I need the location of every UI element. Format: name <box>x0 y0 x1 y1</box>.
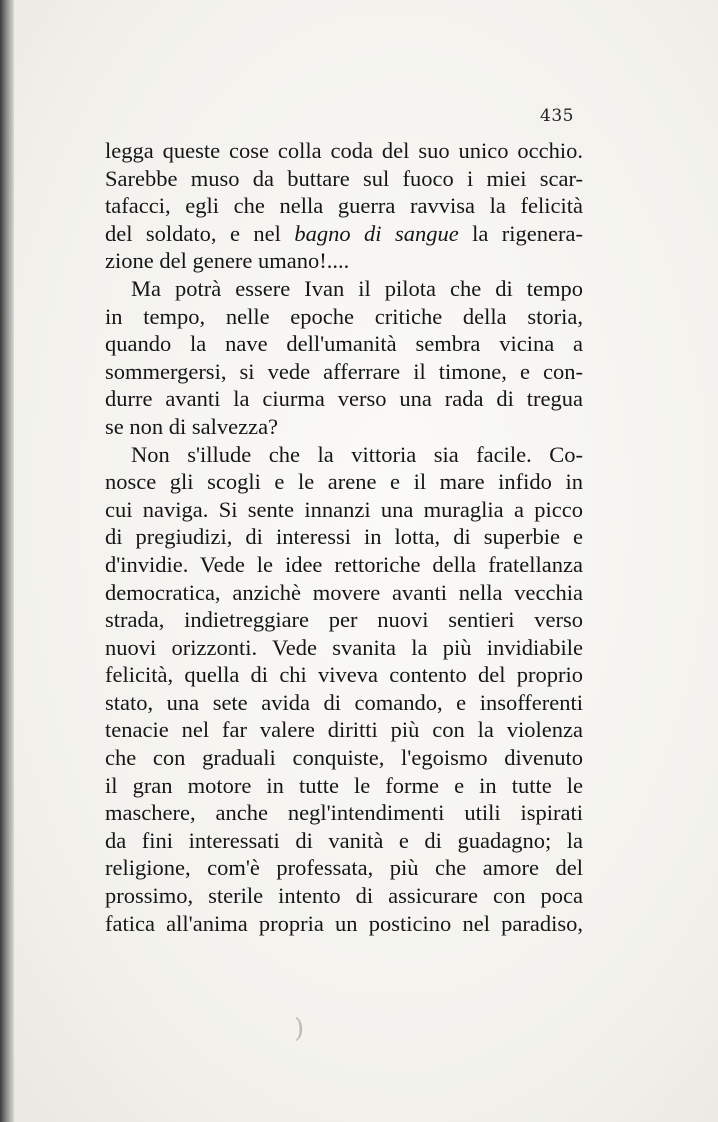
text-line: nuovi orizzonti. Vede svanita la più invidiabile <box>105 634 583 660</box>
paragraph-start-line: Non s'illude che la vittoria sia facile. Co- <box>131 441 583 467</box>
text-line: durre avanti la ciurma verso una rada di tregua <box>105 386 583 412</box>
text-line <box>105 220 583 248</box>
text-line: il gran motore in tutte le forme e in tutte le <box>105 772 583 798</box>
text-line: strada, indietreggiare per nuovi sentieri verso <box>105 607 583 633</box>
text-line: tafacci, egli che nella guerra ravvisa la felicità <box>105 193 583 219</box>
text-line: sommergersi, si vede afferrare il timone, e con- <box>105 358 583 384</box>
text-line: se non di salvezza? <box>105 413 279 439</box>
page-number: 435 <box>540 106 574 126</box>
text-line: zione del genere umano!.... <box>105 248 350 274</box>
text-line: da fini interessati di vanità e di guadagno; la <box>105 827 583 853</box>
text-line: religione, com'è professata, più che amore del <box>105 855 583 881</box>
paragraph-start-line: Ma potrà essere Ivan il pilota che di tempo <box>131 275 583 301</box>
text-line: cui naviga. Si sente innanzi una muraglia a picco <box>105 496 583 522</box>
text-line: Sarebbe muso da buttare sul fuoco i miei scar- <box>105 165 583 191</box>
text-line: stato, una sete avida di comando, e insofferenti <box>105 689 583 715</box>
text-line: di pregiudizi, di interessi in lotta, di superbie e <box>105 524 583 550</box>
text-line: felicità, quella di chi viveva contento del proprio <box>105 662 583 688</box>
text-line: legga queste cose colla coda del suo unico occhio. <box>105 138 583 163</box>
text-line: democratica, anzichè movere avanti nella vecchia <box>105 579 583 605</box>
text-line: fatica all'anima propria un posticino nel paradiso, <box>105 910 583 936</box>
text-line: quando la nave dell'umanità sembra vicina a <box>105 331 583 357</box>
text-line: tenacie nel far valere diritti più con la violenza <box>105 717 583 743</box>
text-line: nosce gli scogli e le arene e il mare infido in <box>105 469 583 495</box>
stray-mark: ) <box>294 1014 305 1044</box>
text-segment: del soldato, e nel <box>105 220 295 246</box>
page-gutter-shadow <box>0 0 14 1122</box>
text-line: maschere, anche negl'intendimenti utili ispirati <box>105 800 583 826</box>
italic-phrase: bagno di sangue <box>294 220 459 246</box>
text-line: d'invidie. Vede le idee rettoriche della fratellanza <box>105 551 583 577</box>
text-segment: la rigenera- <box>458 220 583 246</box>
body-text <box>105 137 583 937</box>
text-line: prossimo, sterile intento di assicurare con poca <box>105 883 583 909</box>
text-line: che con graduali conquiste, l'egoismo divenuto <box>105 745 583 771</box>
text-line: in tempo, nelle epoche critiche della storia, <box>105 303 583 329</box>
